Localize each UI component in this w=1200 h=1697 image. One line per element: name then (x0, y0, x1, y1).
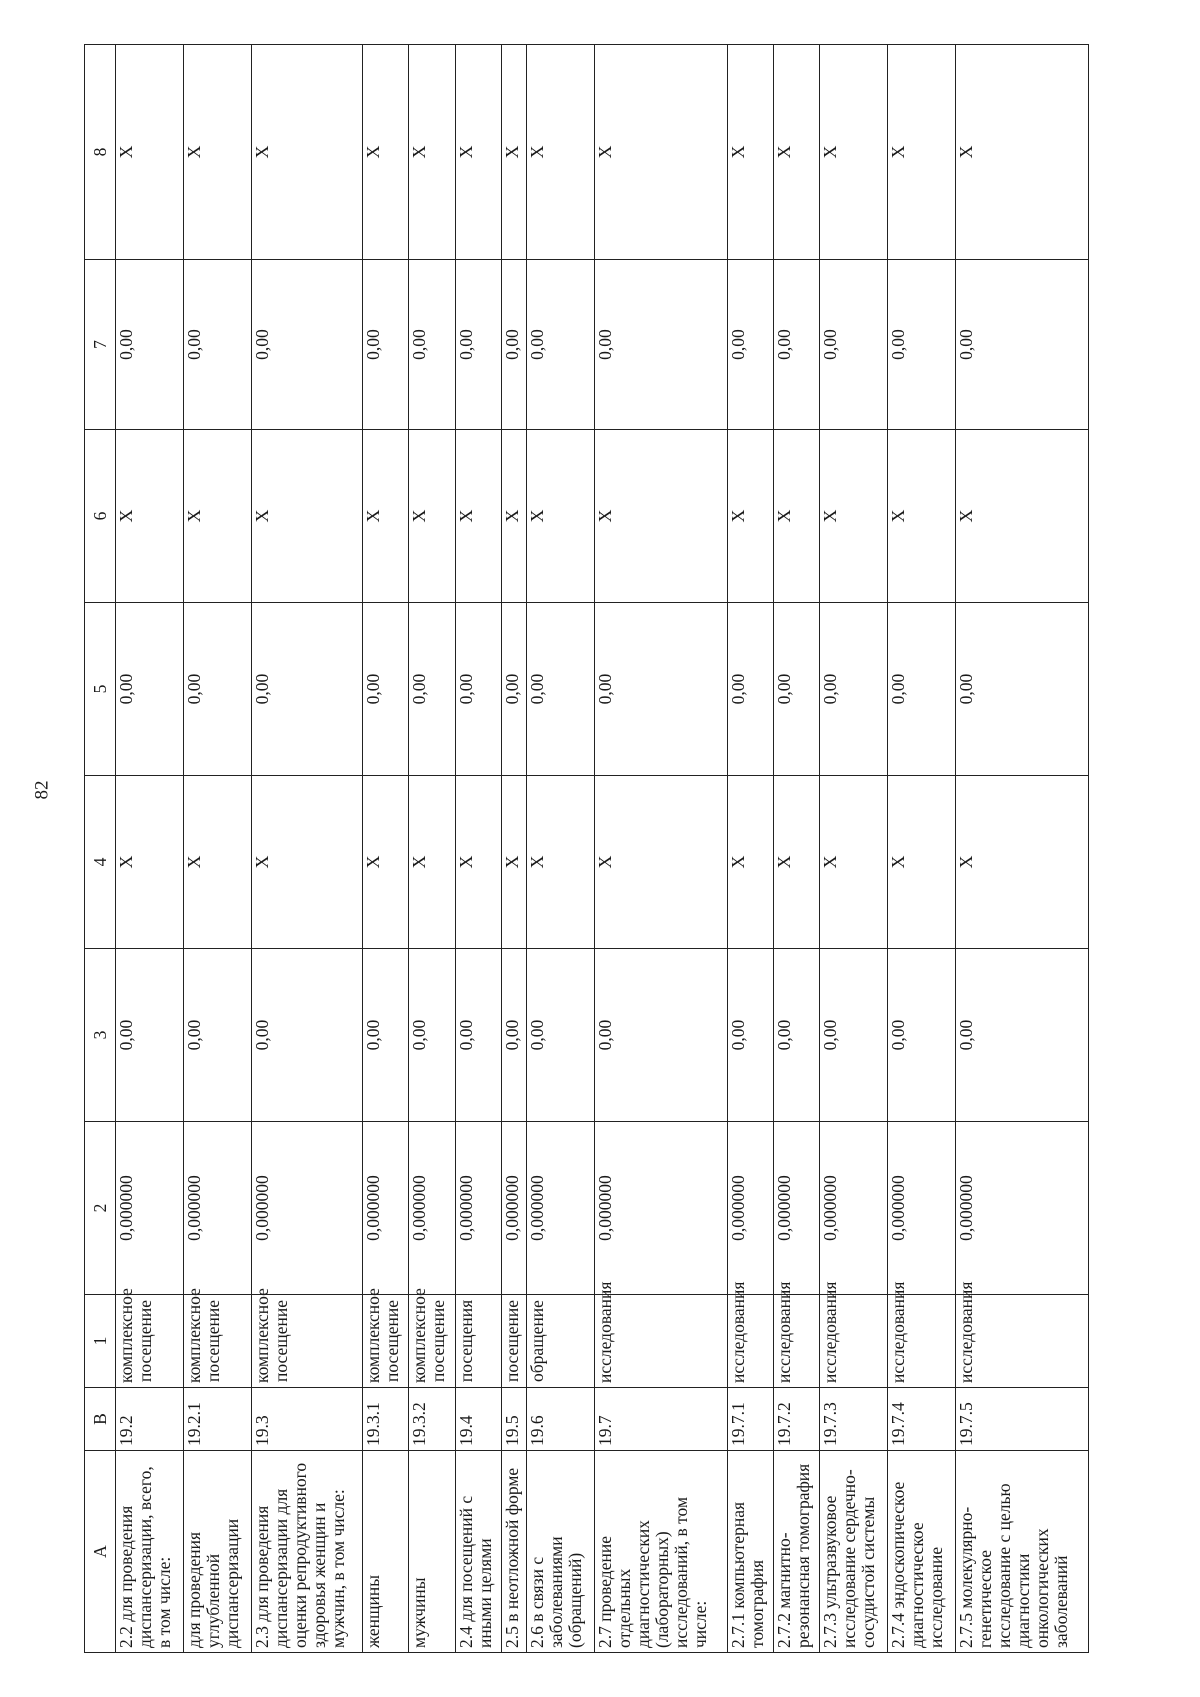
table-cell-c5: 0,00 (362, 603, 408, 776)
table-cell-c1: комплексное посещение (183, 1295, 251, 1388)
table-cell-c1: комплексное посещение (409, 1295, 455, 1388)
table-cell-c8: Х (455, 45, 501, 260)
table-cell-c3: 0,00 (527, 949, 595, 1122)
table-cell-b: 19.2 (116, 1388, 184, 1451)
table-cell-c7: 0,00 (409, 260, 455, 430)
table-cell-b: 19.7 (595, 1388, 728, 1451)
table-cell-c1: исследования (956, 1295, 1089, 1388)
table-row (820, 45, 888, 1653)
table-cell-c1: посещения (455, 1295, 501, 1388)
column-header: 8 (85, 45, 116, 260)
table-cell-c8: Х (502, 45, 527, 260)
table-cell-c2: 0,000000 (251, 1122, 362, 1295)
table-body (116, 45, 1089, 1653)
table-cell-c6: Х (774, 430, 820, 603)
table-cell-c7: 0,00 (251, 260, 362, 430)
table-row (183, 45, 251, 1653)
table-cell-c7: 0,00 (527, 260, 595, 430)
column-header: 3 (85, 949, 116, 1122)
table-cell-c3: 0,00 (956, 949, 1089, 1122)
rotated-table-container (84, 45, 1089, 1653)
table-cell-a: женщины (362, 1451, 408, 1653)
table-cell-c2: 0,000000 (595, 1122, 728, 1295)
table-cell-c4: Х (455, 776, 501, 949)
table-cell-b: 19.7.5 (956, 1388, 1089, 1451)
table-cell-c3: 0,00 (362, 949, 408, 1122)
table-cell-c7: 0,00 (888, 260, 956, 430)
table-cell-c4: Х (956, 776, 1089, 949)
table-cell-c2: 0,000000 (502, 1122, 527, 1295)
table-cell-c1: исследования (727, 1295, 773, 1388)
table-cell-c4: Х (727, 776, 773, 949)
table-cell-c8: Х (527, 45, 595, 260)
table-cell-c8: Х (774, 45, 820, 260)
table-cell-b: 19.2.1 (183, 1388, 251, 1451)
table-cell-c3: 0,00 (774, 949, 820, 1122)
table-cell-c5: 0,00 (183, 603, 251, 776)
column-header: 6 (85, 430, 116, 603)
table-cell-c6: Х (409, 430, 455, 603)
table-cell-c3: 0,00 (116, 949, 184, 1122)
table-row (251, 45, 362, 1653)
table-cell-c6: Х (595, 430, 728, 603)
table-cell-c7: 0,00 (502, 260, 527, 430)
table-cell-c1: посещение (502, 1295, 527, 1388)
table-cell-c6: Х (527, 430, 595, 603)
table-cell-a: 2.7 проведение отдельных диагностических (лабораторных) исследований, в том числе: (595, 1451, 728, 1653)
table-row (956, 45, 1089, 1653)
table-cell-c4: Х (527, 776, 595, 949)
table-cell-c8: Х (888, 45, 956, 260)
table-row (409, 45, 455, 1653)
table-cell-c8: Х (116, 45, 184, 260)
table-cell-c5: 0,00 (888, 603, 956, 776)
column-header: 5 (85, 603, 116, 776)
table-cell-a: для проведения углубленной диспансеризации (183, 1451, 251, 1653)
table-cell-c2: 0,000000 (116, 1122, 184, 1295)
table-cell-b: 19.3.2 (409, 1388, 455, 1451)
table-cell-c1: комплексное посещение (251, 1295, 362, 1388)
table-cell-b: 19.3.1 (362, 1388, 408, 1451)
page-number (22, 770, 62, 810)
table-cell-c4: Х (362, 776, 408, 949)
table-cell-b: 19.7.3 (820, 1388, 888, 1451)
table-cell-c8: Х (727, 45, 773, 260)
table-cell-c6: Х (727, 430, 773, 603)
table-cell-c3: 0,00 (409, 949, 455, 1122)
table-cell-a: 2.7.2 магнитно-резонансная томография (774, 1451, 820, 1653)
table-row (727, 45, 773, 1653)
table-cell-c6: Х (116, 430, 184, 603)
table-cell-a: 2.2 для проведения диспансеризации, всего, в том числе: (116, 1451, 184, 1653)
table-cell-c4: Х (251, 776, 362, 949)
table-cell-c4: Х (183, 776, 251, 949)
table-cell-a: 2.7.5 молекулярно-генетическое исследование с целью диагностики онкологических заболеваний (956, 1451, 1089, 1653)
table-row (502, 45, 527, 1653)
table-row (527, 45, 595, 1653)
table-cell-c8: Х (820, 45, 888, 260)
table-cell-c2: 0,000000 (820, 1122, 888, 1295)
table-cell-b: 19.7.2 (774, 1388, 820, 1451)
table-cell-c8: Х (595, 45, 728, 260)
table-cell-c6: Х (183, 430, 251, 603)
table-cell-c3: 0,00 (888, 949, 956, 1122)
table-cell-c7: 0,00 (956, 260, 1089, 430)
table-cell-c2: 0,000000 (727, 1122, 773, 1295)
table-cell-c5: 0,00 (956, 603, 1089, 776)
table-cell-a: 2.7.1 компьютерная томография (727, 1451, 773, 1653)
table-row (455, 45, 501, 1653)
table-cell-c5: 0,00 (527, 603, 595, 776)
table-cell-c7: 0,00 (362, 260, 408, 430)
table-cell-a: мужчины (409, 1451, 455, 1653)
table-cell-c5: 0,00 (774, 603, 820, 776)
table-cell-c7: 0,00 (183, 260, 251, 430)
table-cell-c7: 0,00 (116, 260, 184, 430)
table-cell-b: 19.4 (455, 1388, 501, 1451)
table-cell-c3: 0,00 (727, 949, 773, 1122)
table-cell-c3: 0,00 (183, 949, 251, 1122)
column-header: 2 (85, 1122, 116, 1295)
table-cell-b: 19.5 (502, 1388, 527, 1451)
column-header: А (85, 1451, 116, 1653)
table-cell-c7: 0,00 (820, 260, 888, 430)
table-row (888, 45, 956, 1653)
table-cell-c7: 0,00 (595, 260, 728, 430)
table-cell-c8: Х (183, 45, 251, 260)
table-cell-c5: 0,00 (116, 603, 184, 776)
table-cell-c1: комплексное посещение (362, 1295, 408, 1388)
table-cell-a: 2.4 для посещений с иными целями (455, 1451, 501, 1653)
table-cell-c1: исследования (820, 1295, 888, 1388)
table-cell-c2: 0,000000 (409, 1122, 455, 1295)
table-cell-c5: 0,00 (820, 603, 888, 776)
data-table (84, 44, 1089, 1653)
table-cell-c1: комплексное посещение (116, 1295, 184, 1388)
table-cell-c5: 0,00 (409, 603, 455, 776)
table-cell-c7: 0,00 (455, 260, 501, 430)
table-cell-c6: Х (502, 430, 527, 603)
table-cell-c2: 0,000000 (362, 1122, 408, 1295)
table-cell-a: 2.6 в связи с заболеваниями (обращений) (527, 1451, 595, 1653)
table-cell-c8: Х (251, 45, 362, 260)
table-cell-c5: 0,00 (502, 603, 527, 776)
table-row (595, 45, 728, 1653)
column-header: 4 (85, 776, 116, 949)
table-header-row (85, 45, 116, 1653)
table-cell-c5: 0,00 (727, 603, 773, 776)
table-cell-c1: обращение (527, 1295, 595, 1388)
table-cell-c2: 0,000000 (527, 1122, 595, 1295)
table-row (116, 45, 184, 1653)
table-row (774, 45, 820, 1653)
table-cell-c2: 0,000000 (183, 1122, 251, 1295)
table-cell-c2: 0,000000 (774, 1122, 820, 1295)
table-cell-c6: Х (820, 430, 888, 603)
table-cell-c6: Х (251, 430, 362, 603)
table-cell-c5: 0,00 (595, 603, 728, 776)
table-cell-b: 19.6 (527, 1388, 595, 1451)
table-cell-c8: Х (409, 45, 455, 260)
table-cell-c1: исследования (888, 1295, 956, 1388)
table-cell-c4: Х (502, 776, 527, 949)
table-cell-c1: исследования (774, 1295, 820, 1388)
table-cell-c6: Х (956, 430, 1089, 603)
table-cell-c8: Х (956, 45, 1089, 260)
table-cell-c7: 0,00 (774, 260, 820, 430)
table-cell-c4: Х (888, 776, 956, 949)
table-cell-c3: 0,00 (455, 949, 501, 1122)
table-cell-c7: 0,00 (727, 260, 773, 430)
table-cell-c6: Х (455, 430, 501, 603)
table-cell-c5: 0,00 (455, 603, 501, 776)
table-cell-c6: Х (888, 430, 956, 603)
table-cell-c5: 0,00 (251, 603, 362, 776)
table-row (362, 45, 408, 1653)
table-cell-c2: 0,000000 (455, 1122, 501, 1295)
table-cell-c4: Х (116, 776, 184, 949)
table-cell-c1: исследования (595, 1295, 728, 1388)
table-cell-c4: Х (774, 776, 820, 949)
table-cell-a: 2.7.4 эндоскопическое диагностическое исследование (888, 1451, 956, 1653)
table-cell-c4: Х (820, 776, 888, 949)
table-cell-b: 19.7.1 (727, 1388, 773, 1451)
table-cell-c2: 0,000000 (888, 1122, 956, 1295)
table-cell-a: 2.7.3 ультразвуковое исследование сердечно-сосудистой системы (820, 1451, 888, 1653)
table-cell-c2: 0,000000 (956, 1122, 1089, 1295)
table-cell-b: 19.7.4 (888, 1388, 956, 1451)
table-cell-a: 2.3 для проведения диспансеризации для оценки репродуктивного здоровья женщин и мужчин, в том числе: (251, 1451, 362, 1653)
column-header: В (85, 1388, 116, 1451)
table-cell-c4: Х (595, 776, 728, 949)
table-cell-c3: 0,00 (251, 949, 362, 1122)
table-cell-b: 19.3 (251, 1388, 362, 1451)
table-cell-c4: Х (409, 776, 455, 949)
table-cell-c3: 0,00 (820, 949, 888, 1122)
column-header: 1 (85, 1295, 116, 1388)
table-cell-c3: 0,00 (502, 949, 527, 1122)
table-cell-c8: Х (362, 45, 408, 260)
table-cell-a: 2.5 в неотложной форме (502, 1451, 527, 1653)
table-cell-c3: 0,00 (595, 949, 728, 1122)
table-cell-c6: Х (362, 430, 408, 603)
column-header: 7 (85, 260, 116, 430)
page-number-text: 82 (31, 780, 52, 800)
